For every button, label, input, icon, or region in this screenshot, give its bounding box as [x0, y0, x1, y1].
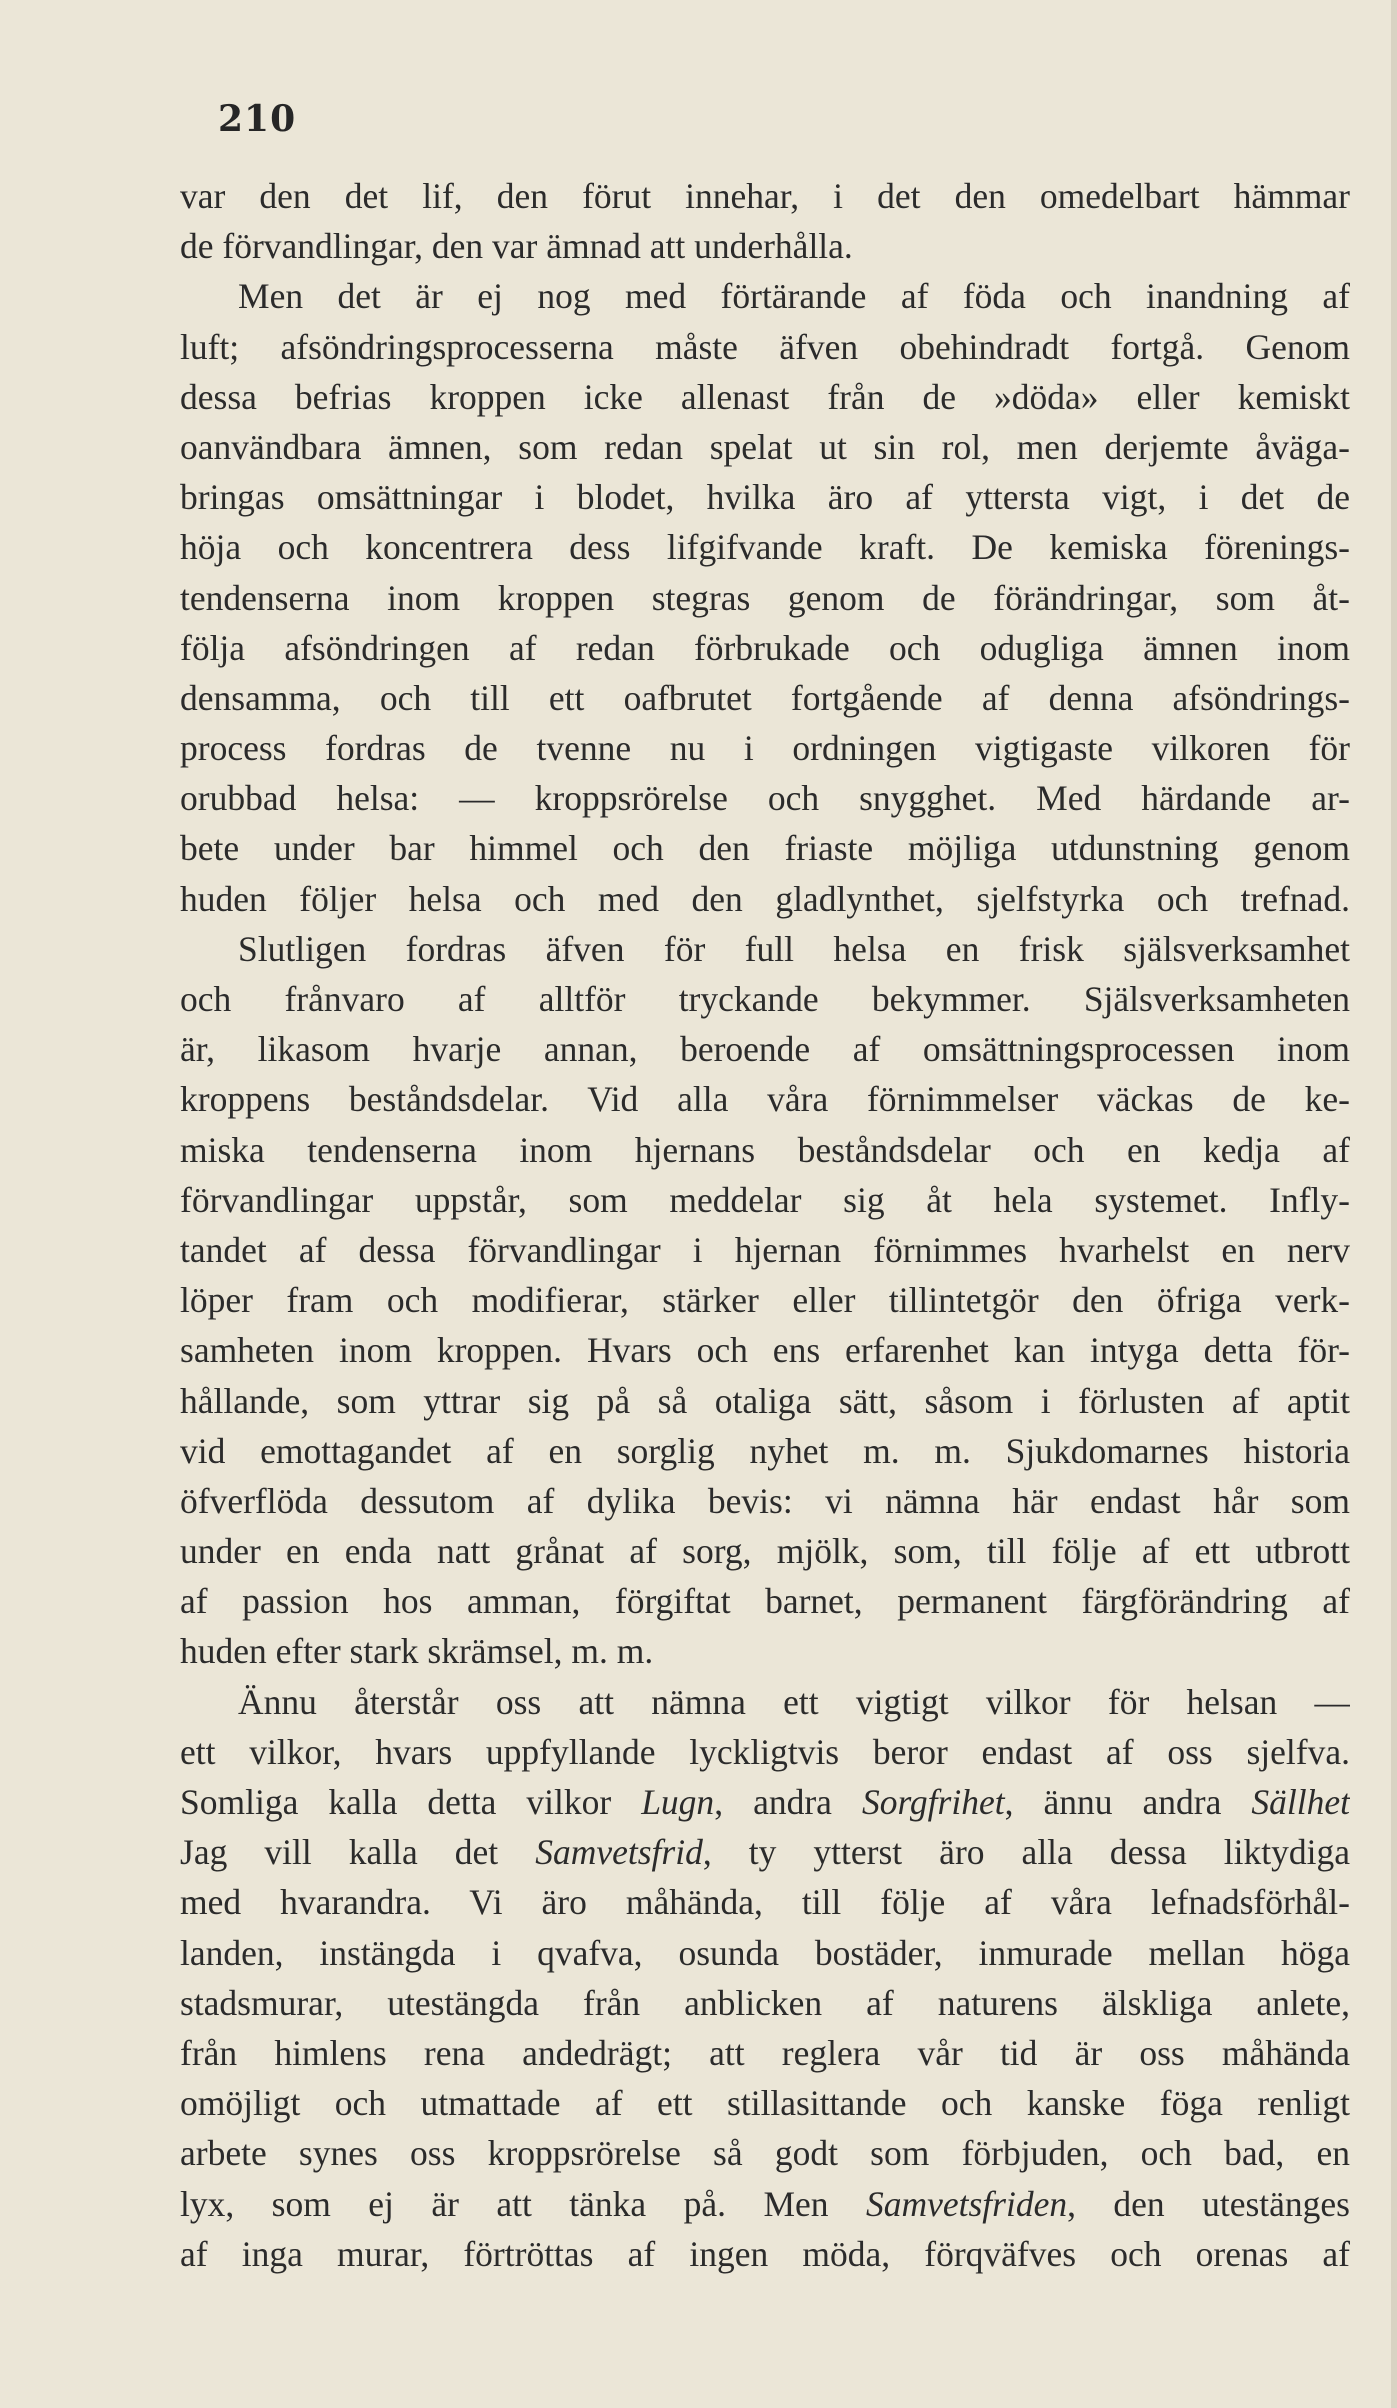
text-line: samheten inom kroppen. Hvars och ens erfarenhet kan intyga detta för-: [180, 1330, 1350, 1371]
text-line: Slutligen fordras äfven för full helsa en frisk själsverksamhet: [238, 928, 1350, 969]
text-line: tandet af dessa förvandlingar i hjernan förnimmes hvarhelst en nerv: [180, 1229, 1350, 1270]
text-line: dessa befrias kroppen icke allenast från de »döda» eller kemiskt: [180, 376, 1350, 417]
text-line: höja och koncentrera dess lifgifvande kraft. De kemiska förenings-: [180, 527, 1350, 568]
text-line: och frånvaro af alltför tryckande bekymmer. Själsverksamheten: [180, 979, 1350, 1019]
text-line: miska tendenserna inom hjernans beståndsdelar och en kedja af: [180, 1129, 1350, 1170]
text-line: bete under bar himmel och den friaste möjliga utdunstning genom: [180, 828, 1350, 869]
text-line: med hvarandra. Vi äro måhända, till följe af våra lefnadsförhål-: [180, 1882, 1350, 1923]
text-line: från himlens rena andedrägt; att reglera vår tid är oss måhända: [180, 2032, 1350, 2073]
page-number: 210: [218, 98, 297, 140]
text-line: är, likasom hvarje annan, beroende af omsättningsprocessen inom: [180, 1029, 1350, 1070]
text-line: var den det lif, den förut innehar, i det den omedelbart hämmar: [180, 176, 1350, 216]
text-line: Men det är ej nog med förtärande af föda och inandning af: [238, 276, 1350, 317]
text-line: af inga murar, förtröttas af ingen möda, förqväfves och orenas af: [180, 2233, 1350, 2274]
text-line: öfverflöda dessutom af dylika bevis: vi nämna här endast hår som: [180, 1480, 1350, 1521]
text-line: process fordras de tvenne nu i ordningen vigtigaste vilkoren för: [180, 728, 1350, 769]
text-line: bringas omsättningar i blodet, hvilka äro af yttersta vigt, i det de: [180, 477, 1350, 518]
text-line: under en enda natt grånat af sorg, mjölk, som, till följe af ett utbrott: [180, 1531, 1350, 1572]
text-line: landen, instängda i qvafva, osunda bostäder, inmurade mellan höga: [180, 1932, 1350, 1973]
text-line: omöjligt och utmattade af ett stillasittande och kanske föga renligt: [180, 2083, 1350, 2124]
text-line: hållande, som yttrar sig på så otaliga sätt, såsom i förlusten af aptit: [180, 1380, 1350, 1421]
text-line: lyx, som ej är att tänka på. Men Samvetsfriden, den utestänges: [180, 2183, 1350, 2224]
text-line: stadsmurar, utestängda från anblicken af naturens älskliga anlete,: [180, 1982, 1350, 2023]
text-line: Jag vill kalla det Samvetsfrid, ty ytterst äro alla dessa liktydiga: [180, 1832, 1350, 1873]
text-line: de förvandlingar, den var ämnad att underhålla.: [180, 226, 853, 267]
text-line: arbete synes oss kroppsrörelse så godt som förbjuden, och bad, en: [180, 2133, 1350, 2174]
text-line: huden följer helsa och med den gladlynthet, sjelfstyrka och trefnad.: [180, 878, 1350, 919]
text-line: luft; afsöndringsprocesserna måste äfven obehindradt fortgå. Genom: [180, 326, 1350, 367]
text-line: ett vilkor, hvars uppfyllande lyckligtvis beror endast af oss sjelfva.: [180, 1731, 1350, 1772]
text-line: Ännu återstår oss att nämna ett vigtigt vilkor för helsan —: [238, 1681, 1350, 1722]
text-line: förvandlingar uppstår, som meddelar sig åt hela systemet. Infly-: [180, 1179, 1350, 1220]
text-line: kroppens beståndsdelar. Vid alla våra förnimmelser väckas de ke-: [180, 1079, 1350, 1120]
text-line: huden efter stark skrämsel, m. m.: [180, 1631, 654, 1672]
text-line: af passion hos amman, förgiftat barnet, permanent färgförändring af: [180, 1581, 1350, 1622]
text-line: löper fram och modifierar, stärker eller tillintetgör den öfriga verk-: [180, 1280, 1350, 1321]
text-line: vid emottagandet af en sorglig nyhet m. m. Sjukdomarnes historia: [180, 1430, 1350, 1471]
body-text: [180, 171, 1350, 2279]
text-line: Somliga kalla detta vilkor Lugn, andra Sorgfrihet, ännu andra Sällhet: [180, 1782, 1350, 1822]
text-line: orubbad helsa: — kroppsrörelse och snygghet. Med härdande ar-: [180, 778, 1350, 819]
text-line: tendenserna inom kroppen stegras genom de förändringar, som åt-: [180, 577, 1350, 618]
text-line: densamma, och till ett oafbrutet fortgående af denna afsöndrings-: [180, 677, 1350, 718]
text-line: oanvändbara ämnen, som redan spelat ut sin rol, men derjemte åväga-: [180, 426, 1350, 467]
text-line: följa afsöndringen af redan förbrukade och odugliga ämnen inom: [180, 627, 1350, 668]
